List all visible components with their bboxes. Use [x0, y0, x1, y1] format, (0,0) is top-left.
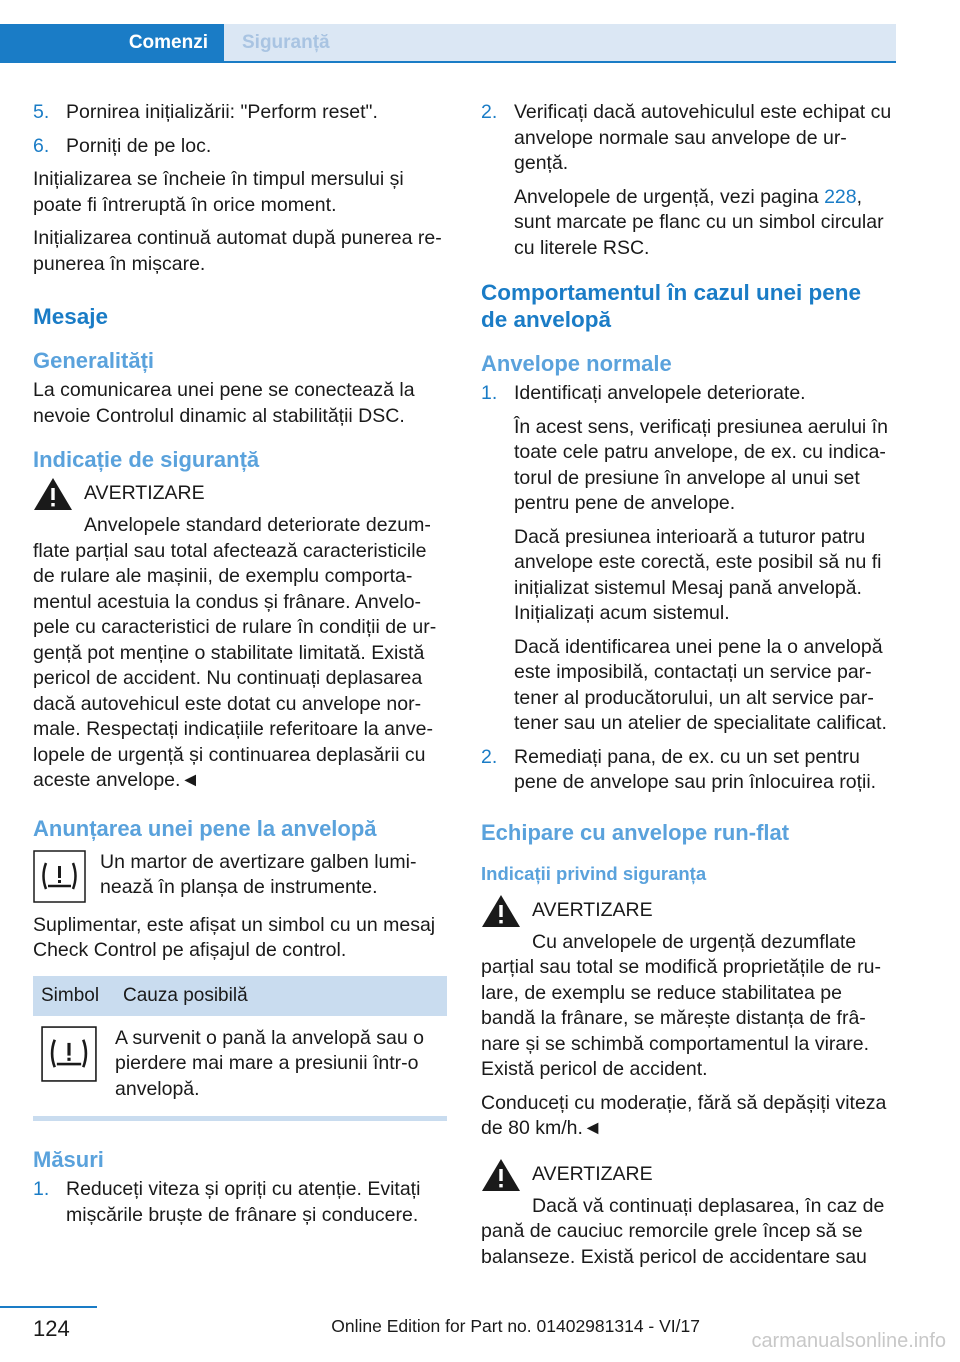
watermark: carmanualsonline.info: [751, 1330, 946, 1352]
step-text: Verificați dacă autovehiculul este echipat cu anvelope normale sau anvelope de ur‐gență.: [514, 101, 892, 174]
paragraph-initializare-continua: Inițializarea continuă automat după punerea re‐punerea în mișcare.: [33, 227, 442, 275]
subparagraph-text: , sunt marcate pe flanc cu un simbol circular cu literele RSC.: [514, 185, 884, 259]
page-header: [0, 0, 960, 64]
table-cell-cause: A survenit o pană la anvelopă sau o pierdere mai mare a presiunii într-o anvelopă.: [115, 1026, 424, 1100]
warning-first-line: Anvelopele standard deteriorate dezum‐: [84, 514, 431, 536]
list-item: [33, 1177, 447, 1228]
paragraph-conduceti: Conduceți cu moderație, fără să depășiți viteza de 80 km/h.◄: [481, 1091, 887, 1139]
step-number: 1.: [481, 382, 498, 404]
warning-triangle-icon: [33, 477, 73, 511]
step-text: Reduceți viteza și opriți cu atenție. Evitați mișcările bruște de frânare și conducere.: [66, 1178, 421, 1226]
step-number: 2.: [481, 745, 498, 768]
warning-text: flate parțial sau total afectează caracteristicile de rulare ale mașinii, de exemplu comporta‐mentul acestuia la condus și frânare. Anvelo‐pele cu caracteristici de rulare în condiții de ur‐gență pot menține o stabilitate limitată. Există pericol de accident. Nu continuați deplasarea dacă autovehicul este dotat cu anvelope nor‐male. Respectați indicațiile referitoare la anve‐lopele de urgență și continuarea deplasării cu aceste anvelope.◄: [33, 539, 437, 791]
warning-first-line: Dacă vă continuați deplasarea, în caz de: [532, 1194, 885, 1217]
step-text: Remediați pana, de ex. cu un set pentru pene de anvelope sau prin înlocuirea roții.: [514, 745, 877, 793]
table-bottom-rule: [33, 1116, 447, 1121]
paragraph-suplimentar: Suplimentar, este afișat un simbol cu un mesaj Check Control pe afișajul de control.: [33, 913, 436, 961]
step-number: 1.: [33, 1178, 50, 1200]
list-item: [481, 381, 893, 407]
tire-pressure-symbol-icon: [41, 1026, 97, 1082]
right-column: [481, 100, 893, 1278]
step-number: 5.: [33, 101, 50, 123]
step-subparagraph: Dacă identificarea unei pene la o anvelopă este imposibilă, contactați un service par‐tener al producătorului, un alt service par‐tener sau un atelier de specialitate calificat.: [514, 635, 887, 734]
tab-siguranta[interactable]: Siguranță: [224, 24, 896, 62]
edition-note: Online Edition for Part no. 01402981314 - VI/17: [331, 1316, 700, 1336]
paragraph-generalitati: La comunicarea unei pene se conectează la nevoie Controlul dinamic al stabilității DSC.: [33, 379, 415, 427]
heading-indicatie-siguranta: Indicație de siguranță: [33, 447, 260, 472]
left-column: [33, 100, 447, 1236]
heading-comportament-pana: Comportamentul în cazul unei pene de anvelopă: [481, 280, 862, 332]
heading-indicatii-siguranta: Indicații privind siguranța: [481, 862, 707, 884]
table-row: [33, 1016, 447, 1113]
footer-divider: [0, 1306, 97, 1308]
warning-title: AVERTIZARE: [532, 898, 653, 921]
warning-title: AVERTIZARE: [84, 482, 205, 505]
step-number: 2.: [481, 101, 498, 123]
heading-anvelope-normale: Anvelope normale: [481, 351, 672, 376]
heading-masuri: Măsuri: [33, 1147, 104, 1172]
step-number: 6.: [33, 134, 50, 157]
warning-text: parțial sau total se modifică proprietățile de ru‐lare, de exemplu se reduce stabilitatea pe bandă la frânare, se mărește distanța de frâ‐nare și se schimbă comportamentul la virare. Există pericol de accident.: [481, 956, 881, 1080]
step-subparagraph: Dacă presiunea interioară a tuturor patru anvelope este corectă, este posibil să nu fi inițializat sistemul Mesaj pană anvelopă. Inițializați acum sistemul.: [514, 525, 882, 624]
warning-text: pană de cauciuc remorcile grele încep să se balanseze. Există pericol de accidentare sau: [481, 1220, 867, 1268]
step-text: Pornirea inițializării: "Perform reset".: [66, 101, 378, 123]
indicator-description: [33, 850, 447, 903]
page-number: 124: [33, 1316, 70, 1341]
step-subparagraph: În acest sens, verificați presiunea aerului în toate cele patru anvelope, de ex. cu indica‐torul de presiune în anvelope al unui set pentru pene de anvelope.: [514, 415, 888, 514]
list-item: [33, 100, 447, 126]
header-divider: [0, 61, 896, 63]
tire-pressure-warning-icon: [33, 850, 86, 903]
step-text: Identificați anvelopele deteriorate.: [514, 382, 806, 404]
symbol-table: [33, 976, 447, 1113]
warning-triangle-icon: [481, 1158, 521, 1192]
step-text: Porniți de pe loc.: [66, 134, 212, 157]
warning-block: [481, 894, 893, 1083]
tab-comenzi[interactable]: Comenzi: [0, 24, 224, 62]
warning-triangle-icon: [481, 894, 521, 928]
warning-block: [481, 1158, 893, 1271]
table-header-cauza: Cauza posibilă: [115, 976, 447, 1016]
warning-first-line: Cu anvelopele de urgență dezumflate: [532, 930, 857, 953]
list-item: [481, 100, 893, 177]
heading-anuntarea-penei: Anunțarea unei pene la anvelopă: [33, 815, 377, 841]
warning-block: [33, 477, 447, 794]
heading-mesaje: Mesaje: [33, 304, 109, 329]
heading-run-flat: Echipare cu anvelope run-flat: [481, 819, 790, 845]
list-item: [481, 745, 893, 796]
heading-generalitati: Generalități: [33, 348, 155, 373]
table-header-simbol: Simbol: [33, 976, 115, 1016]
subparagraph-text: Anvelopele de urgență, vezi pagina: [514, 185, 825, 208]
warning-title: AVERTIZARE: [532, 1162, 653, 1185]
paragraph-initializare-incheiere: Inițializarea se încheie în timpul mersului și poate fi întreruptă în orice moment.: [33, 168, 404, 216]
step-subparagraph: [514, 185, 893, 262]
indicator-text: Un martor de avertizare galben lumi‐nează în planșa de instrumente.: [100, 850, 417, 898]
list-item: [33, 134, 447, 160]
page-link[interactable]: 228: [824, 185, 857, 208]
